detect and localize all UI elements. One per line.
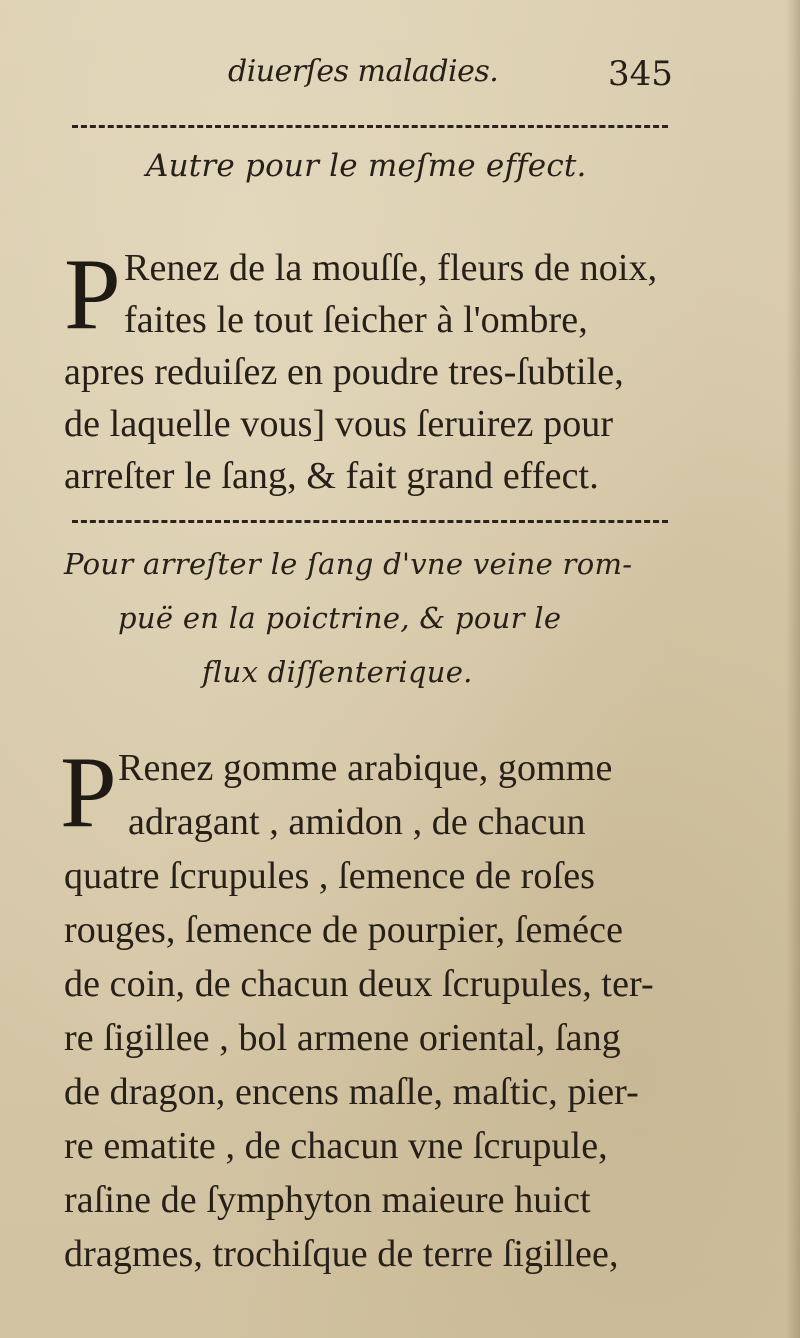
body-line: faites le tout ſeicher à l'ombre, — [124, 299, 588, 341]
section-title-2-line: flux diſſenterique. — [202, 655, 473, 689]
body-line: de dragon, encens maſle, maſtic, pier- — [64, 1071, 639, 1113]
divider-rule-middle — [72, 520, 668, 523]
page-edge-shadow — [786, 0, 800, 1338]
body-line: apres reduiſez en poudre tres-ſubtile, — [64, 351, 624, 393]
body-line: quatre ſcrupules , ſemence de roſes — [64, 855, 596, 897]
body-line: re ematite , de chacun vne ſcrupule, — [64, 1125, 608, 1167]
body-line: de laquelle vous] vous ſeruirez pour — [64, 403, 614, 445]
section-title-2-line: Pour arreſter le ſang d'vne veine rom- — [64, 547, 633, 581]
body-line: arreſter le ſang, & fait grand effect. — [64, 455, 599, 497]
body-line: dragmes, trochiſque de terre ſigillee, — [64, 1233, 619, 1275]
drop-cap-2: P — [60, 736, 117, 849]
running-title: diuerſes maladies. — [228, 54, 499, 89]
drop-cap-1: P — [64, 238, 121, 351]
body-line: de coin, de chacun deux ſcrupules, ter- — [64, 963, 654, 1005]
body-line: re ſigillee , bol armene oriental, ſang — [64, 1017, 621, 1059]
body-line: Renez gomme arabique, gomme — [118, 747, 613, 789]
section-title-2-line: puë en la poictrine, & pour le — [118, 601, 562, 635]
section-title-1: Autre pour le meſme effect. — [146, 148, 587, 184]
body-line: adragant , amidon , de chacun — [128, 801, 586, 843]
page-number: 345 — [608, 54, 673, 94]
body-line: Renez de la mouſſe, fleurs de noix, — [124, 247, 658, 289]
divider-rule-top — [72, 125, 668, 128]
body-line: raſine de ſymphyton maieure huict — [64, 1179, 591, 1221]
body-line: rouges, ſemence de pourpier, ſeméce — [64, 909, 624, 951]
page-header — [0, 48, 800, 108]
